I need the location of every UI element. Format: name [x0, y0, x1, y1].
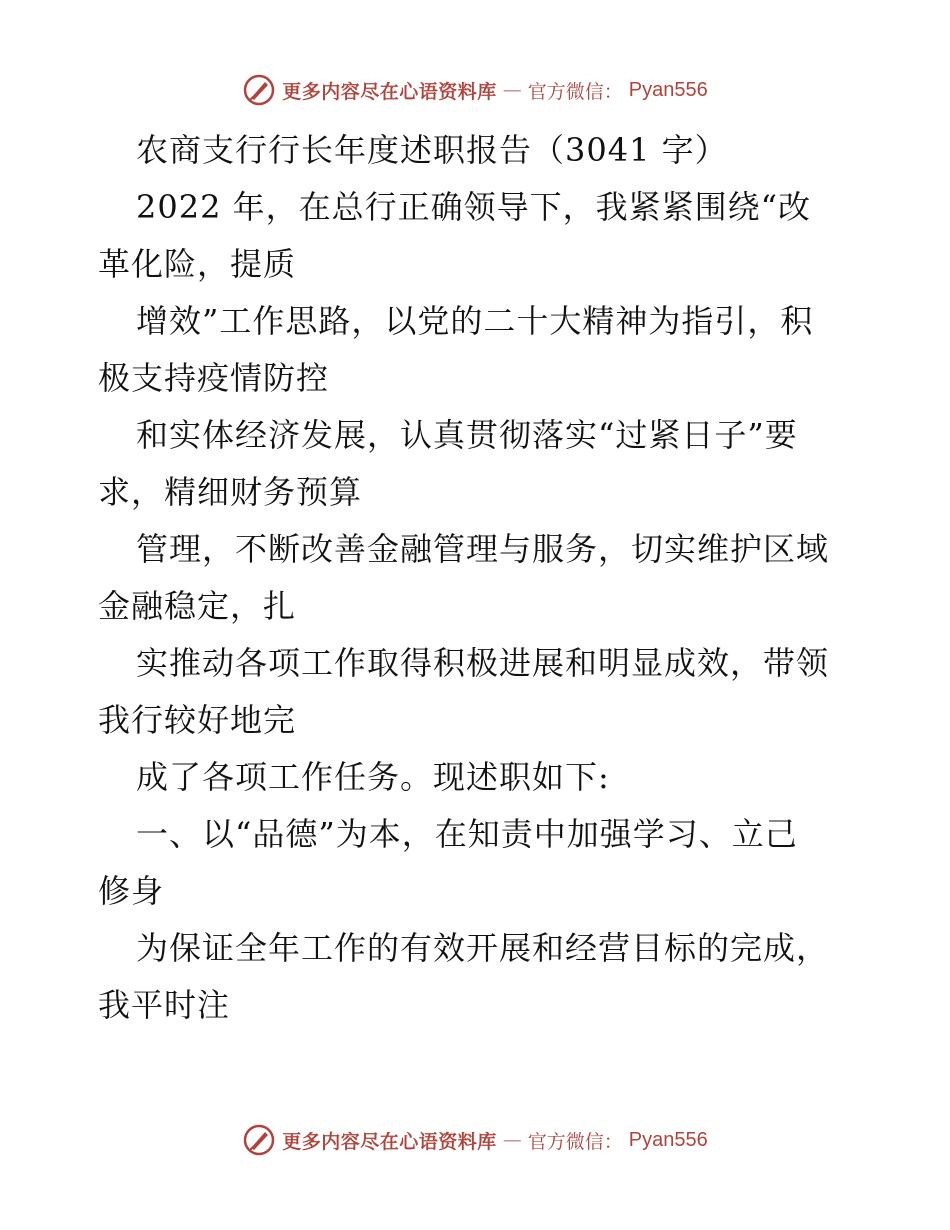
header-watermark [0, 70, 950, 110]
doc-line: 管理，不断改善金融管理与服务，切实维护区域 [136, 530, 830, 568]
watermark-wechat-id: Pyan556 [628, 78, 708, 101]
doc-line: 我行较好地完 [98, 701, 297, 739]
doc-line: 修身 [98, 872, 165, 910]
document-body [98, 122, 858, 1034]
section-heading: 一、以“品德”为本，在知责中加强学习、立己 [136, 815, 798, 853]
watermark-site-text: 更多内容尽在心语资料库 [282, 80, 497, 103]
watermark-wechat-label: 官方微信： [527, 80, 623, 103]
watermark-separator: — [502, 1129, 522, 1151]
feather-pen-icon [242, 1123, 276, 1157]
doc-line: 2022 年，在总行正确领导下，我紧紧围绕“改 [136, 188, 811, 226]
doc-line: 求，精细财务预算 [98, 473, 363, 511]
doc-line: 实推动各项工作取得积极进展和明显成效，带领 [136, 644, 830, 682]
doc-line: 为保证全年工作的有效开展和经营目标的完成， [136, 929, 830, 967]
footer-watermark [0, 1120, 950, 1160]
doc-line: 极支持疫情防控 [98, 359, 330, 397]
doc-line: 金融稳定，扎 [98, 587, 297, 625]
doc-line: 革化险，提质 [98, 245, 297, 283]
doc-line: 成了各项工作任务。现述职如下: [136, 758, 610, 796]
doc-line: 增效”工作思路，以党的二十大精神为指引，积 [136, 302, 814, 340]
watermark-wechat-id: Pyan556 [628, 1128, 708, 1151]
feather-pen-icon [242, 73, 276, 107]
watermark-separator: — [502, 79, 522, 101]
watermark-site-text: 更多内容尽在心语资料库 [282, 1130, 497, 1153]
watermark-wechat-label: 官方微信： [527, 1130, 623, 1153]
doc-line: 和实体经济发展，认真贯彻落实“过紧日子”要 [136, 416, 798, 454]
doc-title: 农商支行行长年度述职报告（3041 字） [136, 131, 728, 169]
doc-line: 我平时注 [98, 986, 231, 1024]
